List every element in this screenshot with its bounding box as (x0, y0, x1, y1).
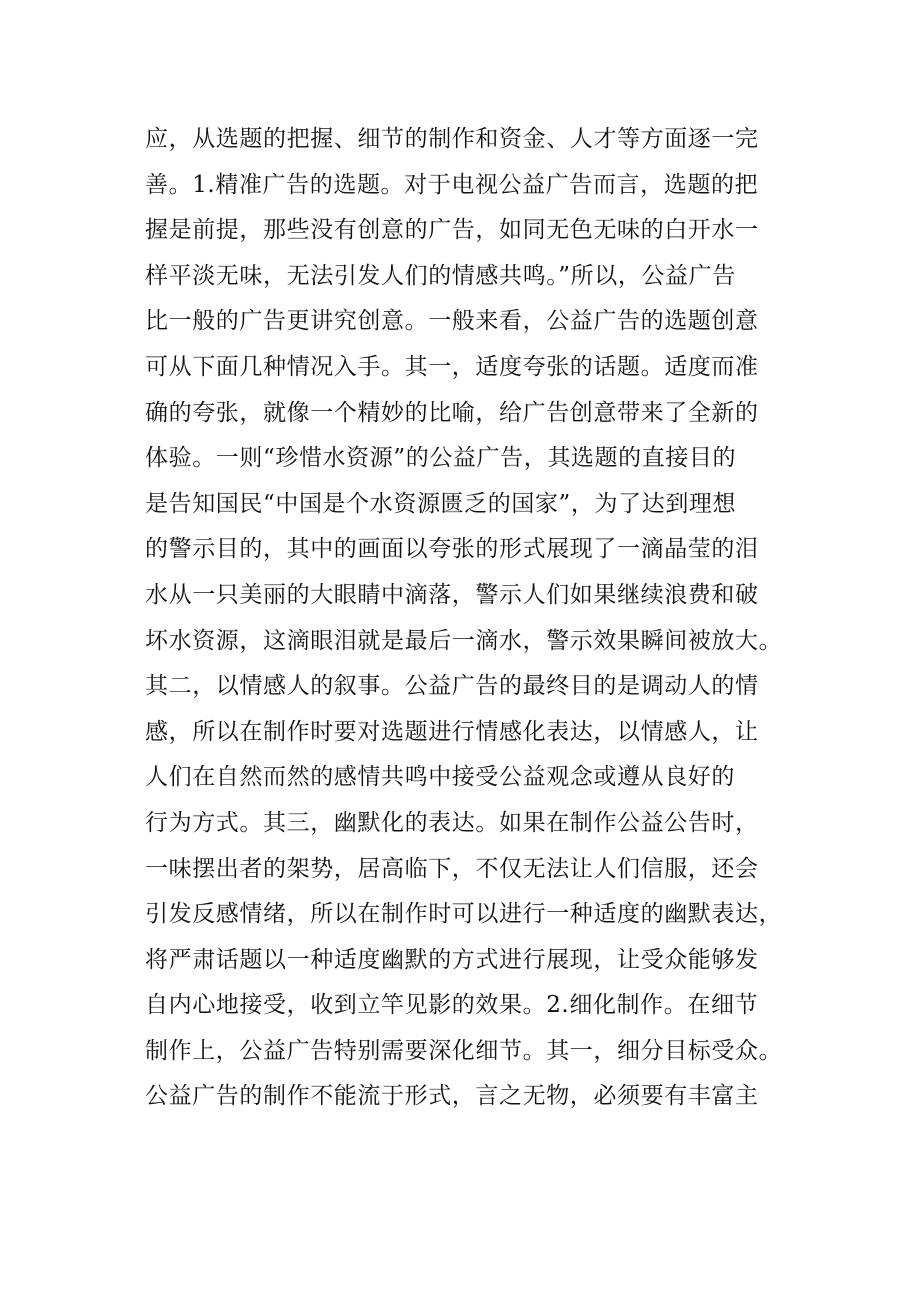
text-line: 自内心地接受，收到立竿见影的效果。2.细化制作。在细节 (145, 992, 759, 1019)
text-line: 水从一只美丽的大眼睛中滴落，警示人们如果继续浪费和破 (145, 581, 759, 608)
text-line: 感，所以在制作时要对选题进行情感化表达，以情感人，让 (145, 718, 759, 745)
text-line: 应，从选题的把握、细节的制作和资金、人才等方面逐一完 (145, 126, 759, 152)
text-line: 将严肃话题以一种适度幽默的方式进行展现，让受众能够发 (145, 946, 759, 973)
text-line: 体验。一则“珍惜水资源”的公益广告，其选题的直接目的 (145, 445, 737, 472)
text-line: 人们在自然而然的感情共鸣中接受公益观念或遵从良好的 (145, 764, 735, 791)
text-line: 可从下面几种情况入手。其一，适度夸张的话题。适度而准 (145, 353, 759, 380)
text-line: 行为方式。其三，幽默化的表达。如果在制作公益公告时， (145, 809, 759, 836)
text-line: 善。1.精准广告的选题。对于电视公益广告而言，选题的把 (145, 171, 759, 198)
text-line: 样平淡无味，无法引发人们的情感共鸣。”所以，公益广告 (145, 262, 736, 289)
text-line: 一味摆出者的架势，居高临下，不仅无法让人们信服，还会 (145, 855, 759, 882)
text-line: 其二，以情感人的叙事。公益广告的最终目的是调动人的情 (145, 673, 759, 700)
text-line: 比一般的广告更讲究创意。一般来看，公益广告的选题创意 (145, 308, 759, 335)
text-line: 制作上，公益广告特别需要深化细节。其一，细分目标受众。 (145, 1037, 783, 1064)
text-line: 确的夸张，就像一个精妙的比喻，给广告创意带来了全新的 (145, 399, 759, 426)
text-line: 公益广告的制作不能流于形式，言之无物，必须要有丰富主 (145, 1083, 759, 1110)
text-line: 坏水资源，这滴眼泪就是最后一滴水，警示效果瞬间被放大。 (145, 627, 783, 654)
text-line: 是告知国民“中国是个水资源匮乏的国家”，为了达到理想 (145, 490, 737, 517)
text-line: 引发反感情绪，所以在制作时可以进行一种适度的幽默表达， (145, 901, 783, 928)
body-text (145, 117, 785, 1120)
text-line: 的警示目的，其中的画面以夸张的形式展现了一滴晶莹的泪 (145, 536, 759, 563)
text-line: 握是前提，那些没有创意的广告，如同无色无味的白开水一 (145, 217, 759, 244)
